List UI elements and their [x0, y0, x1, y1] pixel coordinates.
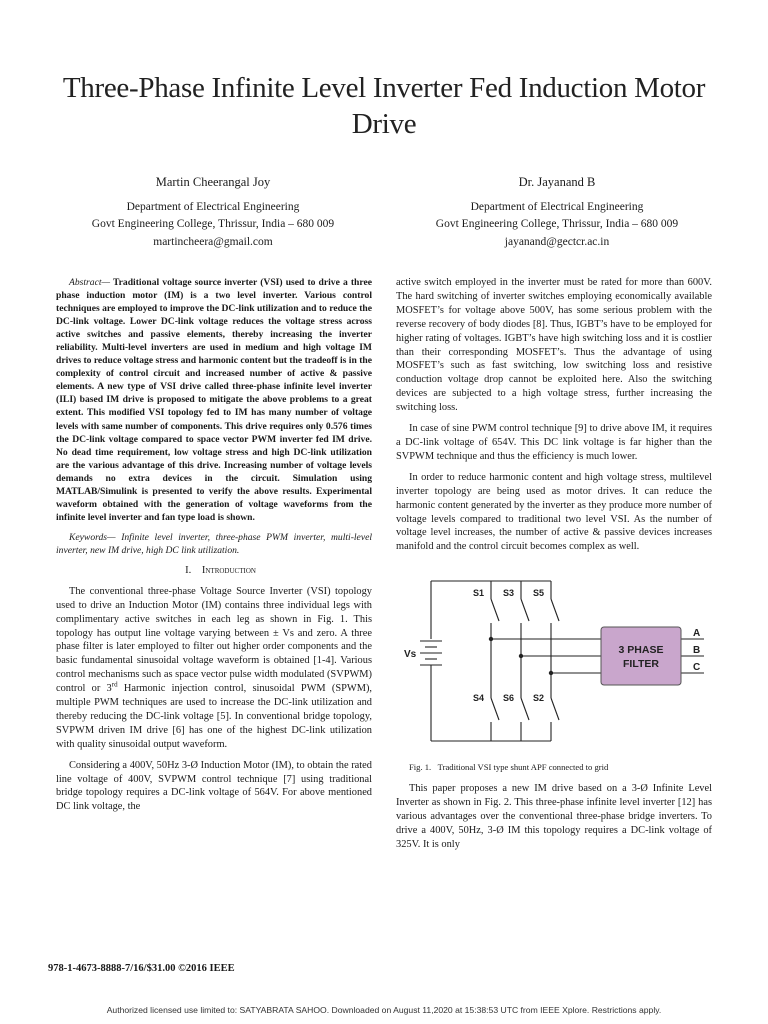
- body-paragraph: active switch employed in the inverter must be rated for more than 600V. The hard switching of inverter switches employing economically available MOSFET’s for voltage above 500V, has some serious problem with the reverse recovery of body diodes [8]. Thus, IGBT’s have to be employed for higher rating of voltages. IGBT’s have high switching loss and it is costlier than their corresponding MOSFET’s. Thus the advantage of using MOSFET’s such as fast switching, low switching loss and resistive conduction voltage drop cannot be exploited here. Also the switching devices are subjected to a high voltage stress, further increasing the switching loss.: [396, 277, 712, 414]
- output-label-c: C: [693, 662, 701, 674]
- author-email: jayanand@gectcr.ac.in: [504, 235, 610, 248]
- switch-label-s3: S3: [503, 588, 515, 599]
- author-college: Govt Engineering College, Thrissur, India – 680 009: [435, 218, 679, 230]
- author-department: Department of Electrical Engineering: [470, 200, 644, 213]
- author-block-2: [392, 174, 722, 251]
- switch-label-s2: S2: [533, 693, 545, 704]
- author-block-1: [48, 174, 378, 251]
- paragraph-text: Harmonic injection control, sinusoidal PWM (SPWM), multiple PWM techniques are used to increase the DC-link utilization and thereby reducing the DC-link voltage [5]. In conventional bridge topology, SVPWM driven IM drive [6] has one of the highest DC-link utilization with quality sinusoidal output waveform.: [56, 683, 372, 750]
- author-name: Dr. Jayanand B: [518, 175, 596, 189]
- abstract-text: Traditional voltage source inverter (VSI) used to drive a three phase induction motor (IM) is a two level inverter. Various control techniques are employed to improve the DC-link utilization and to reduce the DC-link voltage. Lower DC-link voltage reduces the voltage stress across active switches and passive elements, thereby increasing the inverter reliability. Multi-level inverters are used in medium and high voltage IM drives to reduce voltage stress and harmonic content but the tradeoff is in the complexity of control circuit and increased number of active & passive elements. A new type of VSI drive called three-phase infinite level inverter (ILI) based IM drive is proposed to mitigate the above problems to a great extent. This modified VSI topology fed to IM has many number of voltage levels with same number of components. This drive requires only 0.576 times the DC-link voltage compared to space vector PWM inverter fed IM drive. No dead time requirement, low voltage stress and high DC-link utilization are the various advantage of this drive. Increasing number of voltage levels demands no extra devices in the circuit. Simulation using MATLAB/Simulink is presented to verify the above results. Experimental waveform obtained with the generation of voltage waveforms from the infinite level inverter and fan type load is shown.: [56, 277, 372, 523]
- author-college: Govt Engineering College, Thrissur, India – 680 009: [91, 218, 335, 230]
- switch-label-s6: S6: [503, 693, 515, 704]
- keywords: [56, 531, 372, 557]
- output-label-a: A: [693, 628, 701, 640]
- figure-caption-text: Traditional VSI type shunt APF connected to grid: [437, 762, 609, 773]
- body-paragraph: In case of sine PWM control technique [9] to drive above IM, it requires a DC-link voltage of 654V. This DC link voltage is far higher than the SVPWM technique and thus the efficiency is much lower.: [396, 423, 712, 462]
- switch-label-s5: S5: [533, 588, 545, 599]
- paper-title: Three-Phase Infinite Level Inverter Fed Induction Motor Drive: [62, 72, 706, 140]
- keywords-label: Keywords—: [69, 531, 116, 543]
- section-number: I.: [185, 564, 192, 576]
- output-label-b: B: [693, 645, 701, 657]
- keywords-text: Infinite level inverter, three-phase PWM inverter, multi-level inverter, new IM drive, high DC link utilization.: [56, 531, 372, 556]
- author-department: Department of Electrical Engineering: [126, 200, 300, 213]
- filter-label-line-2: FILTER: [623, 658, 659, 671]
- section-title: Introduction: [201, 564, 256, 576]
- three-phase-filter-block: [601, 627, 681, 685]
- source-label: Vs: [404, 649, 417, 661]
- isbn-footer: 978-1-4673-8888-7/16/$31.00 ©2016 IEEE: [48, 963, 235, 974]
- body-paragraph: [56, 585, 372, 752]
- abstract-label: Abstract—: [69, 277, 111, 288]
- author-name: Martin Cheerangal Joy: [155, 175, 271, 189]
- left-column: [56, 276, 372, 821]
- superscript: rd: [111, 680, 118, 689]
- author-email: martincheera@gmail.com: [153, 235, 273, 248]
- filter-label-line-1: 3 PHASE: [618, 644, 664, 657]
- paragraph-text: The conventional three-phase Voltage Source Inverter (VSI) topology used to drive an Induction Motor (IM) contains three individual legs with complimentary active switches in each leg as shown in Fig. 1. This topology has output line voltage varying between ± Vs and zero. A three phase filter is later employed to filter out higher order components and the basic fundamental sinusoidal voltage waveform is obtained [1-4]. Various control mechanisms such as space vector pulse width modulated (SVPWM) control or 3: [56, 585, 372, 695]
- vsi-circuit-diagram: [396, 561, 712, 761]
- body-paragraph: Considering a 400V, 50Hz 3-Ø Induction Motor (IM), to obtain the rated line voltage of 400V, SVPWM control technique [7] using traditional bridge topology requires a DC-link voltage of 564V. For above mentioned DC link voltage, the: [56, 759, 372, 813]
- body-paragraph: This paper proposes a new IM drive based on a 3-Ø Infinite Level Inverter as shown in Fig. 2. This three-phase infinite level inverter [12] has various advantages over the conventional three-phase bridge inverters. To drive a 400V, 50Hz, 3-Ø IM this topology requires a DC-link voltage of 325V. It is only: [396, 783, 712, 850]
- abstract: [56, 276, 372, 524]
- figure-caption-label: Fig. 1.: [409, 762, 432, 773]
- section-heading-introduction: [56, 564, 372, 578]
- license-footer: Authorized licensed use limited to: SATYABRATA SAHOO. Downloaded on August 11,2020 at 15:38:53 UTC from IEEE Xplore. Restrictions apply.: [106, 1005, 662, 1015]
- switch-label-s1: S1: [473, 588, 485, 599]
- switch-label-s4: S4: [473, 693, 485, 704]
- figure-1-circuit: [396, 561, 712, 761]
- body-paragraph: In order to reduce harmonic content and high voltage stress, multilevel inverter topology are being used as motor drives. It can reduce the harmonic content generated by the inverter as they produce more number of voltage levels compared to traditional two level VSI. As the number of voltage level increases, the number of active & passive devices increases manifold and the control circuit becomes complex as well.: [396, 471, 712, 553]
- right-column: [396, 276, 712, 859]
- figure-caption: [396, 761, 712, 775]
